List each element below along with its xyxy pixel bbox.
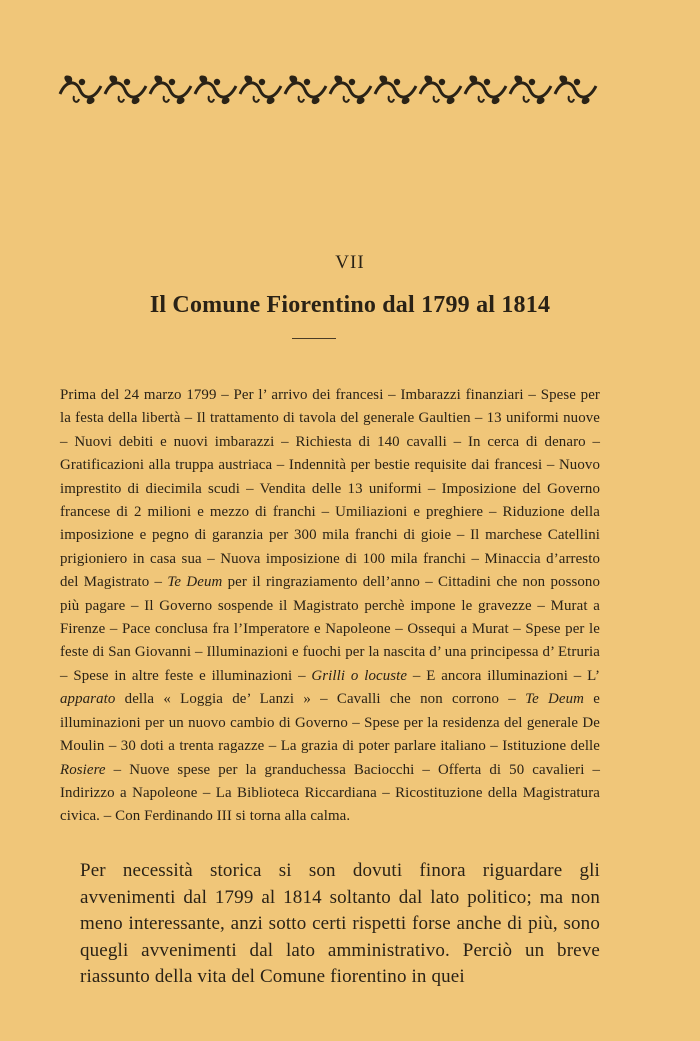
summary-text: per il ringraziamento dell’anno – Cittadini che non possono più pagare – Il Governo sospende il Magistrato perchè impone le gravezze – Murat a Firenze – Pace conclusa fra l’Imperatore e Napoleone – Ossequi a Murat – Spese per le feste di San Giovanni – Illuminazioni e fuochi per la nascita d’ una principessa d’ Etruria – Spese in altre feste e illuminazioni – — [60, 574, 600, 684]
summary-italic-term: Grilli o locuste — [311, 667, 408, 684]
ornament-leaf-unit — [510, 75, 551, 104]
summary-text: della « Loggia de’ Lanzi » – Cavalli che non corrono – — [115, 691, 526, 708]
summary-text: Prima del 24 marzo 1799 – Per l’ arrivo dei francesi – Imbarazzi finanziari – Spese per la festa della libertà – Il trattamento di tavola del generale Gaultien – 13 uniformi nuove – Nuovi debiti e nuovi imbarazzi – Richiesta di 140 cavalli – In cerca di denaro – Gratificazioni alla truppa austriaca – Indennità per bestie requisite dai francesi – Nuovo imprestito di diecimila scudi – Vendita delle 13 uniformi – Imposizione del Governo francese di 2 milioni e mezzo di franchi – Umiliazioni e preghiere – Riduzione della imposizione e pegno di garanzia per 300 mila franchi di gioie – Il marchese Catellini prigioniero in casa sua – Nuova imposizione di 100 mila franchi – Minaccia d’arresto del Magistrato – — [60, 387, 600, 591]
ornament-leaf-unit — [420, 75, 461, 104]
body-paragraph: Per necessità storica si son dovuti finora riguardare gli avvenimenti dal 1799 al 1814 soltanto dal lato politico; ma non meno interessante, anzi sotto certi rispetti forse anche di più, sono quegli avvenimenti dal lato amministrativo. Perciò un breve riassunto della vita del Comune fiorentino in quei — [80, 860, 600, 988]
ornament-leaf-unit — [465, 75, 506, 104]
ornament-leaf-unit — [330, 75, 371, 104]
ornament-leaf-unit — [60, 75, 101, 104]
ornament-leaf-unit — [555, 75, 596, 104]
ornament-leaf-unit — [240, 75, 281, 104]
ornament-leaf-unit — [105, 75, 146, 104]
summary-text: – E ancora illuminazioni – L’ — [407, 667, 601, 684]
chapter-title: Il Comune Fiorentino dal 1799 al 1814 — [149, 292, 551, 318]
summary-italic-term: Rosiere — [60, 761, 106, 778]
summary-text: – Nuove spese per la granduchessa Baciocchi – Offerta di 50 cavalieri – Indirizzo a Napoleone – La Biblioteca Riccardiana – Ricostituzione della Magistratura civica. – Con Ferdinando III si torna alla calma. — [60, 761, 600, 825]
chapter-number: VII — [335, 252, 365, 273]
ornament-leaf-unit — [195, 75, 236, 104]
summary-italic-term: apparato — [60, 691, 116, 708]
ornament-leaf-unit — [375, 75, 416, 104]
summary-italic-term: Te Deum — [525, 691, 585, 708]
summary-italic-term: Te Deum — [167, 574, 223, 591]
summary-text: e illuminazioni per un nuovo cambio di Governo – Spese per la residenza del generale De Moulin – 30 doti a trenta ragazze – La grazia di poter parlare italiano – Istituzione delle — [60, 691, 600, 755]
ornament-leaf-unit — [285, 75, 326, 104]
floral-vine-border-icon — [58, 72, 598, 108]
ornament-leaf-unit — [150, 75, 191, 104]
title-divider — [292, 338, 336, 339]
chapter-summary — [60, 384, 600, 829]
